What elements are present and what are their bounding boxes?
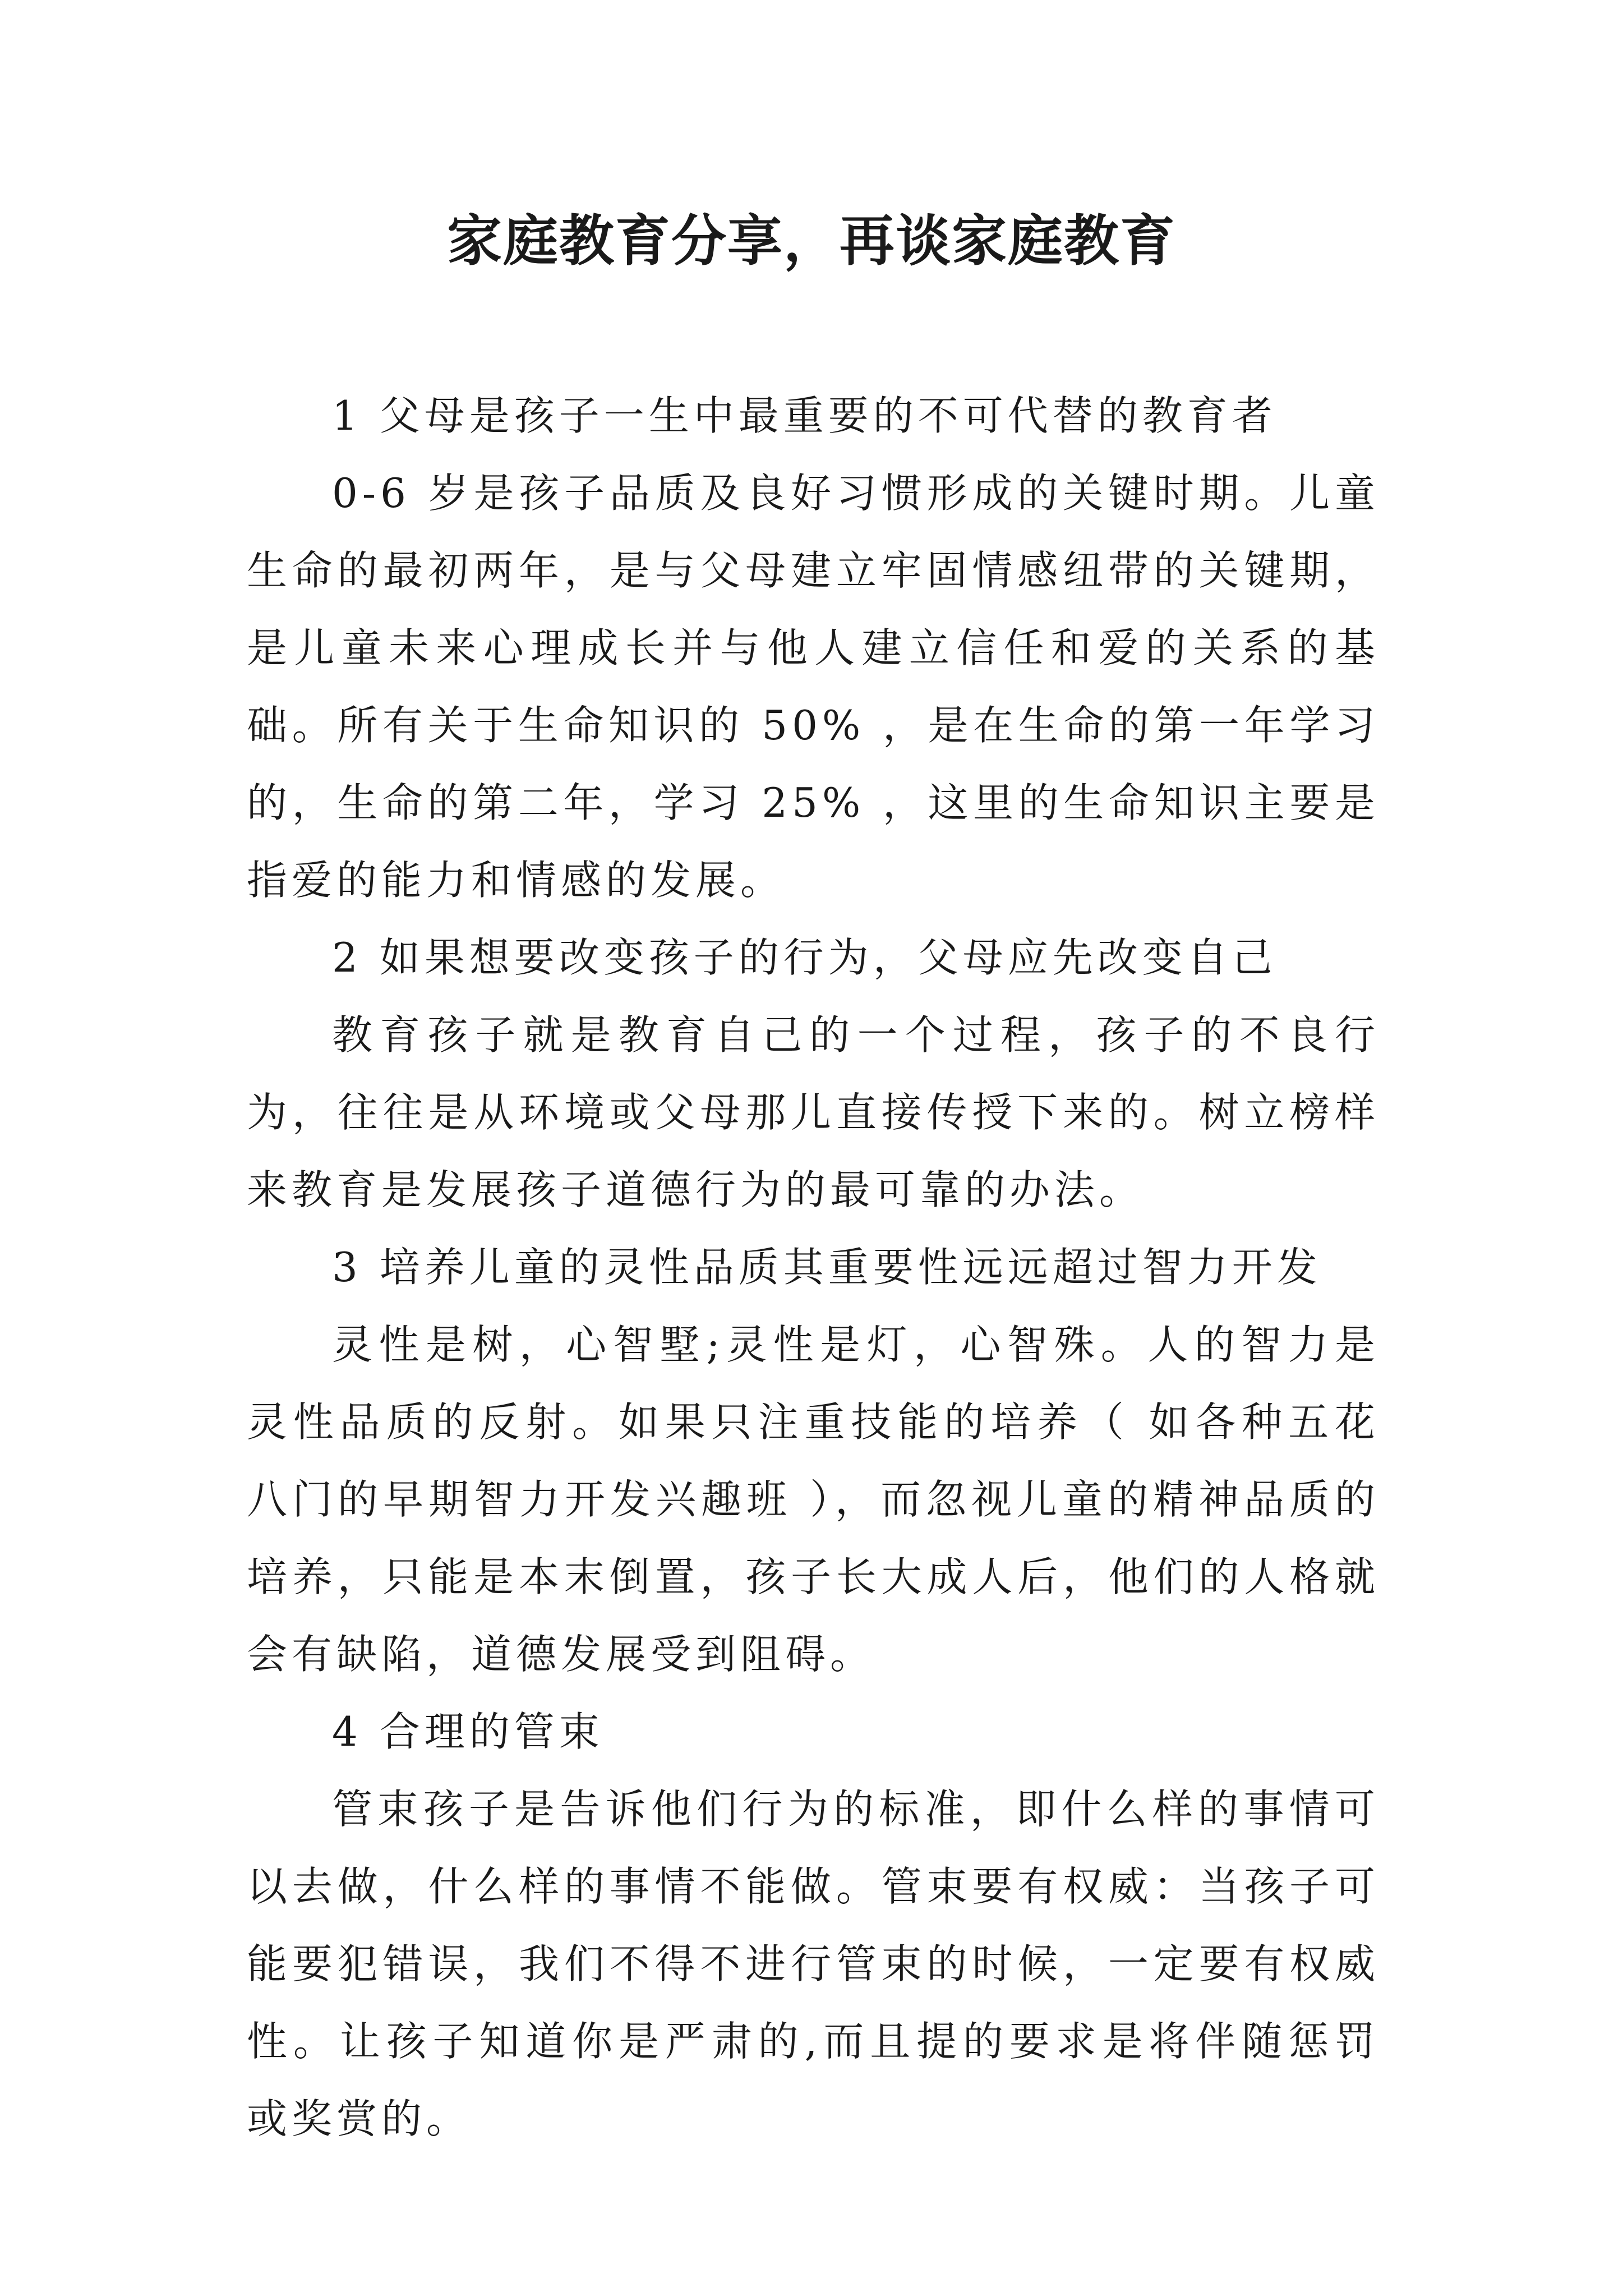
section-heading: 3 培养儿童的灵性品质其重要性远远超过智力开发	[332, 1244, 1322, 1291]
document-title: 家庭教育分享，再谈家庭教育	[446, 209, 1176, 273]
section-heading: 2 如果想要改变孩子的行为，父母应先改变自己	[332, 934, 1277, 981]
paragraph: 灵性是树，心智墅;灵性是灯，心智殊。人的智力是灵性品质的反射。如果只注重技能的培养（ 如各种五花八门的早期智力开发兴趣班 ），而忽视儿童的精神品质的培养，只能是本末倒置，孩子长大成人后，他们的人格就会有缺陷，道德发展受到阻碍。	[247, 1321, 1380, 1678]
paragraph: 管束孩子是告诉他们行为的标准，即什么样的事情可以去做，什么样的事情不能做。管束要有权威：当孩子可能要犯错误，我们不得不进行管束的时候，一定要有权威性。让孩子知道你是严肃的,而且提的要求是将伴随惩罚或奖赏的。	[247, 1786, 1380, 2142]
paragraph: 教育孩子就是教育自己的一个过程，孩子的不良行为，往往是从环境或父母那儿直接传授下来的。树立榜样来教育是发展孩子道德行为的最可靠的办法。	[247, 1011, 1380, 1213]
document-body	[247, 377, 1380, 2157]
paragraph: 0-6 岁是孩子品质及良好习惯形成的关键时期。儿童生命的最初两年，是与父母建立牢固情感纽带的关键期，是儿童未来心理成长并与他人建立信任和爱的关系的基础。所有关于生命知识的 50% ，是在生命的第一年学习的，生命的第二年，学习 25% ，这里的生命知识主要是指爱的能力和情感的发展。	[247, 470, 1380, 904]
section-heading: 4 合理的管束	[332, 1708, 604, 1755]
section-heading: 1 父母是孩子一生中最重要的不可代替的教育者	[332, 392, 1277, 439]
